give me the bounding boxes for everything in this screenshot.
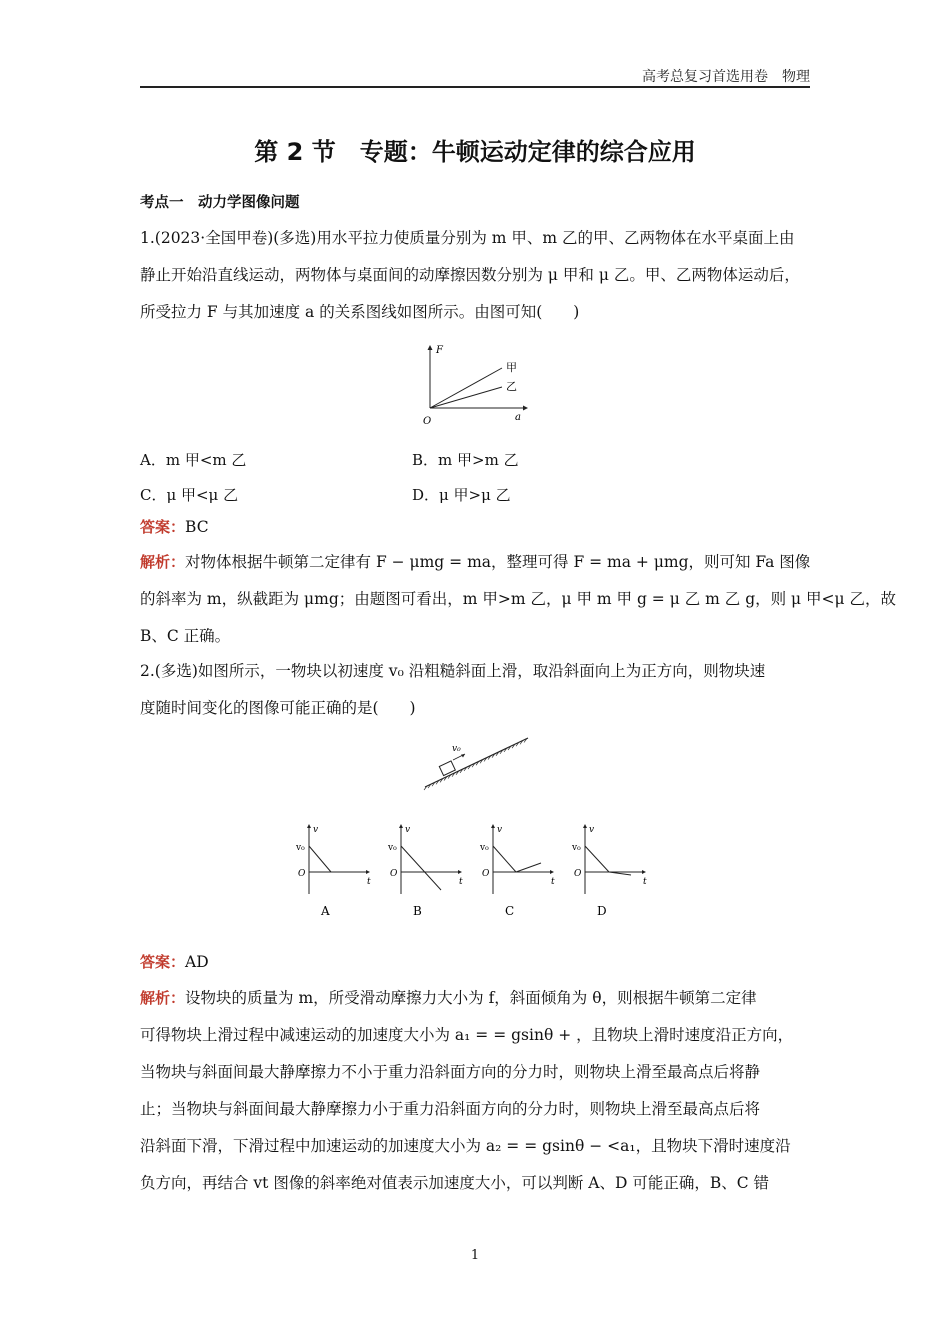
v-axis-label: v <box>313 825 319 835</box>
q1-axis-a: a <box>515 412 521 423</box>
running-header: 高考总复习首选用卷 物理 <box>642 69 810 85</box>
q2-analysis-line-3: 当物块与斜面间最大静摩擦力不小于重力沿斜面方向的分力时，则物块上滑至最高点后将静 <box>140 1063 761 1081</box>
q1-origin: O <box>423 416 432 427</box>
t-axis-label: t <box>551 877 555 887</box>
graph-option-label: A <box>321 904 330 918</box>
t-axis-label: t <box>459 877 463 887</box>
q2-line-2: 度随时间变化的图像可能正确的是( ) <box>140 699 416 717</box>
q2-analysis-label: 解析： <box>140 989 186 1007</box>
v-axis-label: v <box>589 825 595 835</box>
q2-answer-label: 答案： <box>140 953 186 971</box>
graph-option-label: D <box>597 904 607 918</box>
page-title: 第 2 节 专题：牛顿运动定律的综合应用 <box>254 138 696 166</box>
q2-answer <box>140 952 810 972</box>
origin-label: O <box>390 869 398 879</box>
origin-label: O <box>482 869 490 879</box>
q2-analysis-line-6: 负方向，再结合 vt 图像的斜率绝对值表示加速度大小，可以判断 A、D 可能正确，B、C 错 <box>140 1174 769 1192</box>
q1-line-jia-label: 甲 <box>506 361 517 374</box>
q1-line-1: 1.(2023·全国甲卷)(多选)用水平拉力使质量分别为 m 甲、m 乙的甲、乙两物体在水平桌面上由 <box>140 229 795 247</box>
q2-answer-value: AD <box>185 953 209 971</box>
v-axis-label: v <box>405 825 411 835</box>
section-heading: 考点一 动力学图像问题 <box>140 195 300 211</box>
q1-analysis-label: 解析： <box>140 553 186 571</box>
q1-answer <box>140 517 810 537</box>
q1-answer-value: BC <box>185 518 209 536</box>
q1-force-acceleration-graph <box>415 340 535 430</box>
v0-label: v₀ <box>480 843 489 853</box>
q1-option-d: D．μ 甲>μ 乙 <box>412 486 511 504</box>
origin-label: O <box>298 869 306 879</box>
graph-option-label: B <box>413 904 422 918</box>
q1-line-3: 所受拉力 F 与其加速度 a 的关系图线如图所示。由图可知( ) <box>140 303 580 321</box>
q2-analysis-line-1: 解析：设物块的质量为 m，所受滑动摩擦力大小为 f，斜面倾角为 θ，则根据牛顿第二定律 <box>140 989 757 1007</box>
v0-label: v₀ <box>388 843 397 853</box>
q1-line-2: 静止开始沿直线运动，两物体与桌面间的动摩擦因数分别为 μ 甲和 μ 乙。甲、乙两物体运动后， <box>140 266 800 284</box>
page-number: 1 <box>470 1248 480 1263</box>
header-rule <box>140 86 810 88</box>
v0-label: v₀ <box>296 843 305 853</box>
v0-label: v₀ <box>572 843 581 853</box>
q2-analysis-line-4: 止；当物块与斜面间最大静摩擦力小于重力沿斜面方向的分力时，则物块上滑至最高点后将 <box>140 1100 761 1118</box>
origin-label: O <box>574 869 582 879</box>
q2-line-1: 2.(多选)如图所示，一物块以初速度 v₀ 沿粗糙斜面上滑，取沿斜面向上为正方向，则物块速 <box>140 662 766 680</box>
q2-incline-figure <box>415 735 535 795</box>
q2-analysis-line-2: 可得物块上滑过程中减速运动的加速度大小为 a₁ = = gsinθ + ，且物块上滑时速度沿正方向， <box>140 1026 794 1044</box>
q2-vt-graphs <box>285 822 665 926</box>
q1-axis-f: F <box>436 345 443 356</box>
q1-analysis-line-1: 解析：对物体根据牛顿第二定律有 F − μmg = ma，整理可得 F = ma + μmg，则可知 Fa 图像 <box>140 553 811 571</box>
incline-v0-label: v₀ <box>452 744 461 754</box>
q1-answer-label: 答案： <box>140 518 186 536</box>
t-axis-label: t <box>643 877 647 887</box>
q2-analysis-line-5: 沿斜面下滑，下滑过程中加速运动的加速度大小为 a₂ = = gsinθ − <a₁，且物块下滑时速度沿 <box>140 1137 791 1155</box>
q1-option-c: C．μ 甲<μ 乙 <box>140 486 239 504</box>
q1-analysis-line-3: B、C 正确。 <box>140 627 231 645</box>
graph-option-label: C <box>505 904 515 918</box>
t-axis-label: t <box>367 877 371 887</box>
q1-option-a: A．m 甲<m 乙 <box>140 451 247 469</box>
q1-line-yi-label: 乙 <box>506 380 517 393</box>
q1-option-b: B．m 甲>m 乙 <box>412 451 519 469</box>
v-axis-label: v <box>497 825 503 835</box>
q1-analysis-line-2: 的斜率为 m，纵截距为 μmg；由题图可看出，m 甲>m 乙，μ 甲 m 甲 g = μ 乙 m 乙 g，则 μ 甲<μ 乙，故 <box>140 590 897 608</box>
